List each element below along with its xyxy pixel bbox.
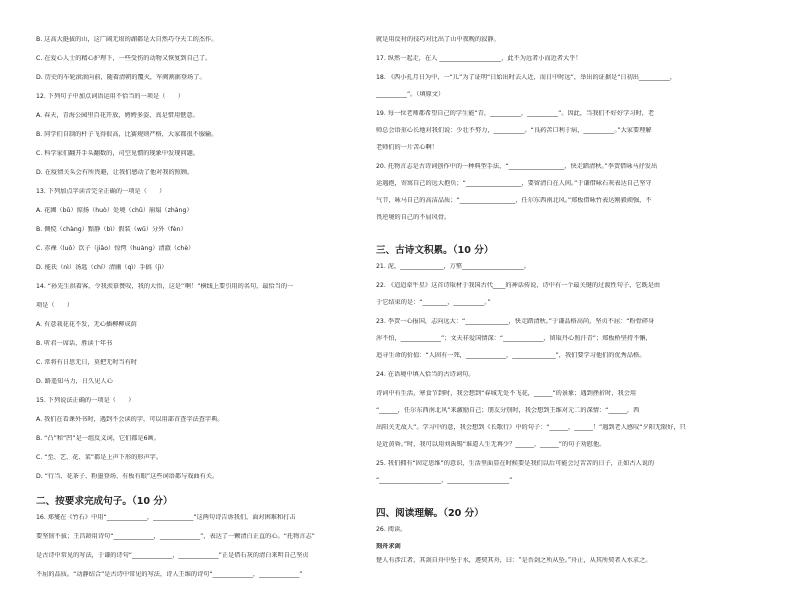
section-heading: 四、阅读理解。（20 分） bbox=[376, 508, 484, 519]
text-line: 出阳关无故人”。学习中的意，我会想到《长歌行》中的句子：“______，______！”遇到老人感叹“夕阳无限好，只 bbox=[376, 424, 686, 431]
text-line: __________”。（填原文） bbox=[376, 91, 445, 98]
text-line: 气节，咏马自己的高洁品质；“__________________，任尔东西南北风。”郑板借咏竹表达刚毅顽强，不 bbox=[376, 197, 652, 204]
option-a: A. 春天，青海公园里百花开放，娉娉多姿，真是惜用惬意。 bbox=[36, 112, 199, 119]
question-15: 15. 下列说法正确的一项是（ ） bbox=[36, 397, 135, 404]
option-c: C. “至、艺、花、菜”都是上声下形的形声字。 bbox=[36, 454, 163, 461]
passage-title: 刻舟求剑 bbox=[376, 543, 401, 550]
option-c: C. 科学家们翻开手头翻数的，司空见惯的现象中发现问题。 bbox=[36, 150, 199, 157]
text-line: 不屈的品质。“动静结合”是古诗中常见的写法，诗人王维的诗句“_____________，_____________” bbox=[36, 571, 303, 578]
question-23: 23. 李贺一心报国，志向远大：“______________，快走踏清秋。”于谦品格高尚，坚贞不屈：“粉骨碎身 bbox=[376, 318, 655, 325]
question-14: 14. “孙先生拱着客，令我羡慕赞叹，我的大悟，这是‘’啊！”横线上要引用的名句，最恰当的一 bbox=[36, 283, 294, 290]
option-a: A. 花圃（bǔ）掠扬（huò）处境（chǔ）崩塌（zhàng） bbox=[36, 207, 193, 214]
question-21: 21. 泥，______________，万壑____________________。 bbox=[376, 263, 531, 270]
text-line: “____________________，____________________” bbox=[376, 477, 513, 484]
question-12: 12. 下列句子中加点词语运用不恰当的一项是（ ） bbox=[36, 93, 184, 100]
option-b: B. 同学们自制的杆子飞得很高，比赛规则严格，大家都很不服输。 bbox=[36, 131, 218, 138]
question-13: 13. 下列加点字读音完全正确的一项是（ ） bbox=[36, 188, 166, 195]
text-line: 追寻生命的价值：“人固有一死，_____________，______________”，我们要学习他们的优秀品格。 bbox=[376, 352, 646, 359]
text-line: “______，任尔东西南北风”来激励自己；朋友分别时，我会想到王维对元二的深情：“______，西 bbox=[376, 407, 640, 414]
option-b: B. 倜傥（chàng）黯静（bì）假装（wǔ）分外（fèn） bbox=[36, 226, 187, 233]
question-17: 17. 纵然一起走，在人 ____________________，此不为远者小而近者大乎！ bbox=[376, 55, 582, 62]
question-25: 25. 我们拥有“固定思维”的意识，生活里面显在时候要是我们以后可能会过苦苦的日子，正如古人说的 bbox=[376, 460, 655, 467]
question-14-cont: 项是（ ） bbox=[36, 302, 74, 309]
text-line: B. 这高大挺拔的山，这广阔无垠的湖都是大自然巧夺天工的杰作。 bbox=[36, 36, 218, 43]
right-column bbox=[376, 36, 708, 573]
question-24: 24. 在语境中填入恰当的古诗词句。 bbox=[376, 371, 475, 378]
option-a: A. 我们在看课外书时，遇到不会读的字，可以用部首查字法查字典。 bbox=[36, 416, 224, 423]
option-a: A. 有意栽花花不发，无心插柳柳成荫 bbox=[36, 321, 137, 328]
option-d: D. 路遥知马力，日久见人心 bbox=[36, 378, 113, 385]
text-line: 运遇抱，寄寓自己的远大抱负；“__________________，要留清白在人间。”于谦借咏石灰表达自己坚守 bbox=[376, 180, 652, 187]
option-d: D. 能氏（nì）汤匙（chí）清幽（qì）手搞（jì） bbox=[36, 264, 168, 271]
text-line: 畏逆境的自己的不屈风骨。 bbox=[376, 214, 451, 221]
text-line: 就是用反衬的技巧对比出了山中夜晚的寂静。 bbox=[376, 36, 500, 43]
text-line: 诗词中有生活，寒食节到时，我会想到“春城无处不飞花，______”的景象；遇到挫折时，我会用 bbox=[376, 390, 637, 397]
question-22: 22. 《迢迢牵牛星》这首诗取材于我国古代____的神话传说，诗中有一个最关键的过渡性句子，它既是由 bbox=[376, 282, 661, 289]
option-c: C. 赤裸（luǒ）饮子（jiǎo）惊愕（huàng）清澈（chè） bbox=[36, 245, 195, 252]
section-heading: 三、古诗文积累。（10 分） bbox=[376, 245, 494, 256]
passage-text: 楚人有涉江者，其剑自舟中坠于水，遽契其舟，曰：“是吾剑之所从坠。”舟止，从其所契者入水求之。 bbox=[376, 557, 652, 564]
text-line: 是近黄昏。”时，我可以用刘禹锡“谁道人生无再少？______，______”的句子劝慰他。 bbox=[376, 441, 606, 448]
option-b: B. 听君一席话，胜读十年书 bbox=[36, 340, 113, 347]
option-d: D. 在疫情关头会有所畏避，让我们感动了他对我的照顾。 bbox=[36, 169, 194, 176]
question-18: 18. 《西小孔月日为中，一“儿”为了证明“日始出时去人近，而日中时远”，举出的证据是“日初出__________， bbox=[376, 74, 677, 81]
section-heading: 二、按要求完成句子。（10 分） bbox=[36, 496, 173, 507]
question-20: 20. 托物言志是古诗词创作中的一种典型手法，“__________________，快走踏清秋。”李贺借咏马抒发出 bbox=[376, 163, 658, 170]
question-26: 26. 阅读。 bbox=[376, 526, 407, 533]
question-16: 16. 郑燮在《竹石》中用“_____________，_____________”这两句诗告诉我们，面对困难和打击 bbox=[36, 514, 296, 521]
option-c: C. 常将有日思无日，莫把无时当有时 bbox=[36, 359, 138, 366]
text-line: 于它结束的是：“________，__________。” bbox=[376, 299, 491, 306]
text-line: D. 历史的车轮滚滚向前，随着清朝的覆灭，军阀割据登场了。 bbox=[36, 74, 206, 81]
text-line: 是古诗中常见的写法，于谦的诗句“_____________，_____________”正是借石灰的清白来明自己坚贞 bbox=[36, 552, 309, 559]
text-line: 浑不怕，_____________”；文天祥爱国情深：“_____________，留取丹心照汗青”；郑板桥坚持不懈， bbox=[376, 335, 652, 342]
question-19: 19. 每一位老师都希望自己的学生能“青，__________，__________”。因此，当我们不好好学习时，老 bbox=[376, 110, 655, 117]
left-column bbox=[36, 36, 368, 590]
option-b: B. “凸”和“凹”是一组反义词，它们都是6画。 bbox=[36, 435, 160, 442]
text-line: 师总会语重心长地对我们说：少壮不努力，__________。“良药苦口利于病，__________。”大家要理解 bbox=[376, 127, 652, 134]
option-d: D. “行当、花茶子、粉墨登场、有板有眼”这些词语都与戏曲有关。 bbox=[36, 473, 219, 480]
text-line: 要坚韧不拔；王昌龄用诗句“_____________，_____________”，表达了一颗清白正直的心。“托物言志” bbox=[36, 533, 315, 540]
text-line: C. 在爱心人士的精心护理下，一些受伤的动物又恢复到自己了。 bbox=[36, 55, 212, 62]
text-line: 老师们的一片苦心啊！ bbox=[376, 144, 438, 151]
